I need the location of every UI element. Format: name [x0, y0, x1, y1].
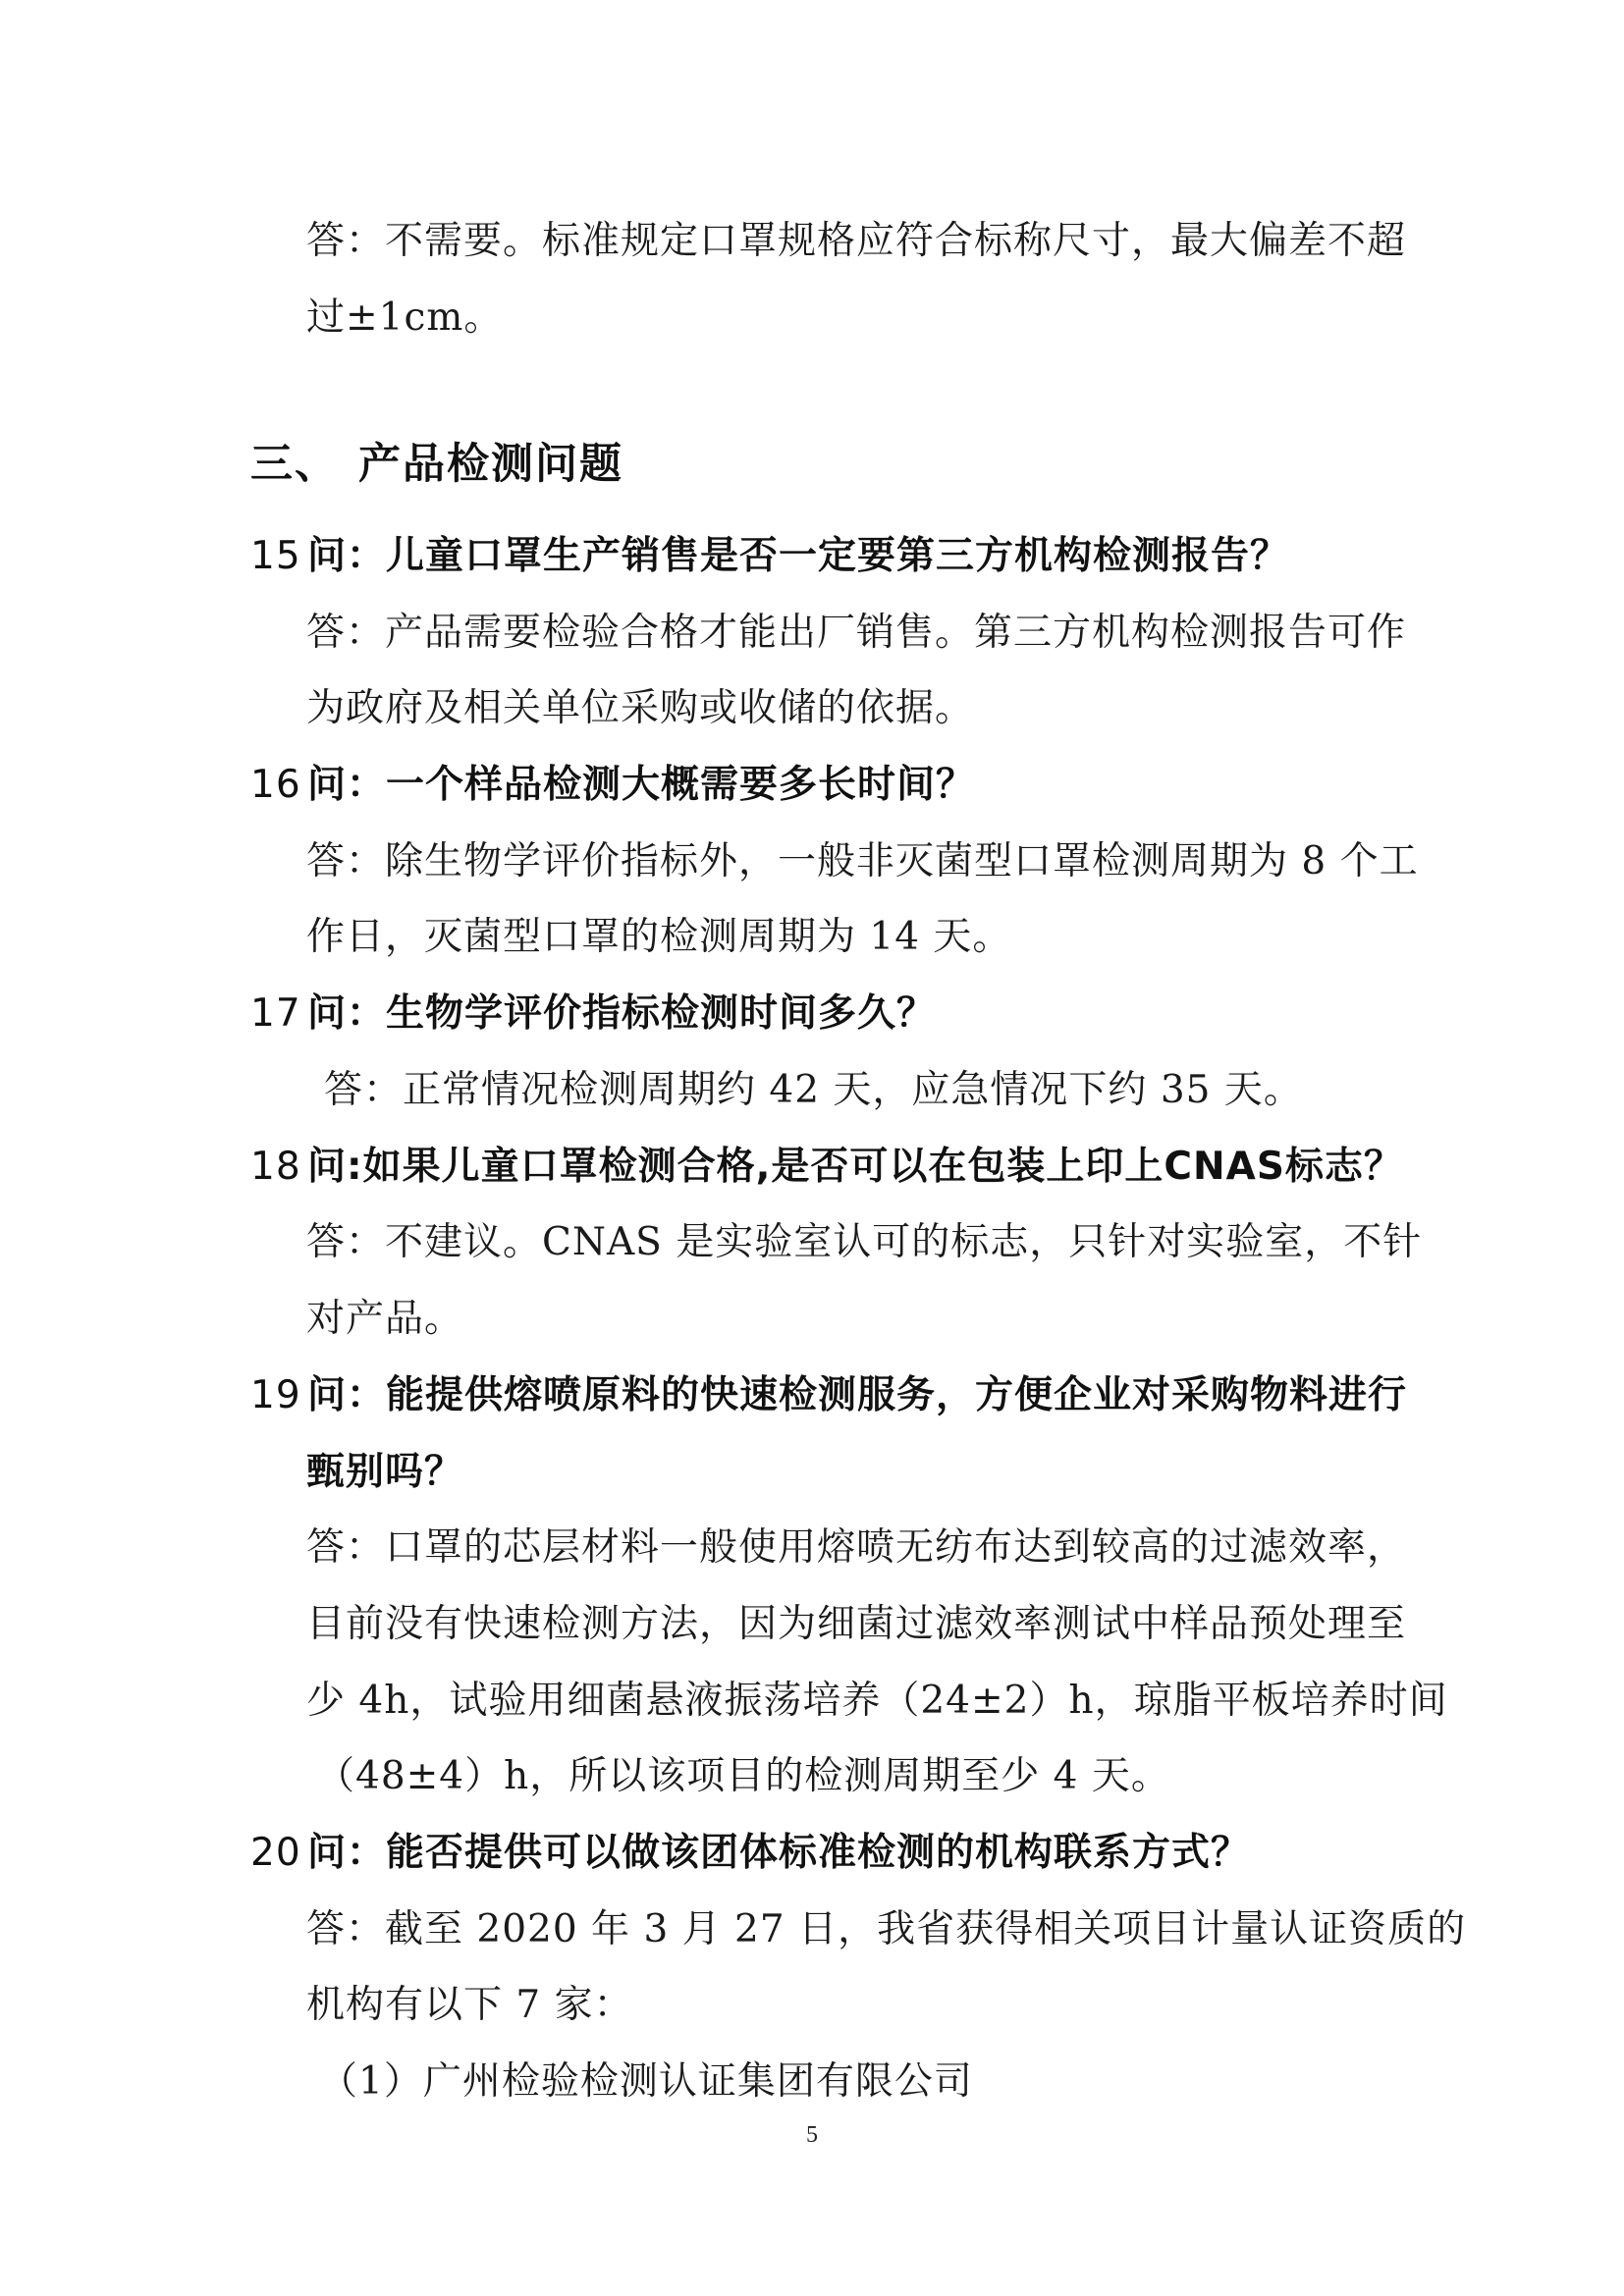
question-number: 19 [250, 1373, 301, 1417]
question-text: 问：能提供熔喷原料的快速检测服务，方便企业对采购物料进行 [307, 1373, 1408, 1417]
question-number: 20 [250, 1831, 301, 1875]
question-number: 15 [250, 534, 301, 578]
question-number: 18 [250, 1145, 301, 1189]
question-text: 问：能否提供可以做该团体标准检测的机构联系方式？ [307, 1831, 1251, 1875]
section-heading [250, 439, 623, 490]
question-number: 16 [250, 763, 301, 807]
question-18 [250, 1142, 1403, 1193]
answer-17-line-1: 答：正常情况检测周期约 42 天，应急情况下约 35 天。 [324, 1068, 1303, 1112]
question-19-line-2: 甄别吗？ [306, 1450, 464, 1494]
question-19 [250, 1370, 1407, 1421]
answer-16-line-1: 答：除生物学评价指标外，一般非灭菌型口罩检测周期为 8 个工 [306, 839, 1419, 883]
answer-20-line-3: （1）广州检验检测认证集团有限公司 [319, 2059, 973, 2104]
answer-20-line-1: 答：截至 2020 年 3 月 27 日，我省获得相关项目计量认证资质的 [306, 1907, 1467, 1951]
section-title: 产品检测问题 [358, 440, 623, 489]
answer-20-line-2: 机构有以下 7 家： [306, 1983, 633, 2027]
question-text: 问:如果儿童口罩检测合格,是否可以在包装上印上CNAS标志？ [307, 1145, 1403, 1189]
question-text: 问：生物学评价指标检测时间多久？ [307, 991, 937, 1036]
answer-18-line-2: 对产品。 [306, 1297, 464, 1341]
answer-19-line-4: （48±4）h，所以该项目的检测周期至少 4 天。 [316, 1754, 1170, 1798]
question-16 [250, 760, 975, 811]
question-15 [250, 531, 1289, 582]
question-17 [250, 988, 936, 1040]
page-number: 5 [806, 2122, 818, 2148]
answer-15-line-2: 为政府及相关单位采购或收储的依据。 [306, 686, 975, 730]
answer-19-line-1: 答：口罩的芯层材料一般使用熔喷无纺布达到较高的过滤效率， [306, 1525, 1407, 1570]
answer-19-line-2: 目前没有快速检测方法，因为细菌过滤效率测试中样品预处理至 [306, 1602, 1407, 1646]
answer-19-line-3: 少 4h，试验用细菌悬液振荡培养（24±2）h，琼脂平板培养时间 [306, 1679, 1448, 1723]
intro-answer-line-2: 过±1cm。 [306, 295, 504, 340]
answer-15-line-1: 答：产品需要检验合格才能出厂销售。第三方机构检测报告可作 [306, 611, 1407, 655]
question-text: 问：儿童口罩生产销售是否一定要第三方机构检测报告？ [307, 534, 1290, 578]
intro-answer-line-1: 答：不需要。标准规定口罩规格应符合标称尺寸，最大偏差不超 [306, 219, 1407, 263]
section-mark: 三、 [250, 440, 339, 489]
question-text: 问：一个样品检测大概需要多长时间？ [307, 763, 976, 807]
question-number: 17 [250, 991, 301, 1036]
answer-16-line-2: 作日，灭菌型口罩的检测周期为 14 天。 [306, 915, 1012, 959]
question-20 [250, 1828, 1250, 1879]
answer-18-line-1: 答：不建议。CNAS 是实验室认可的标志，只针对实验室，不针 [306, 1220, 1423, 1264]
